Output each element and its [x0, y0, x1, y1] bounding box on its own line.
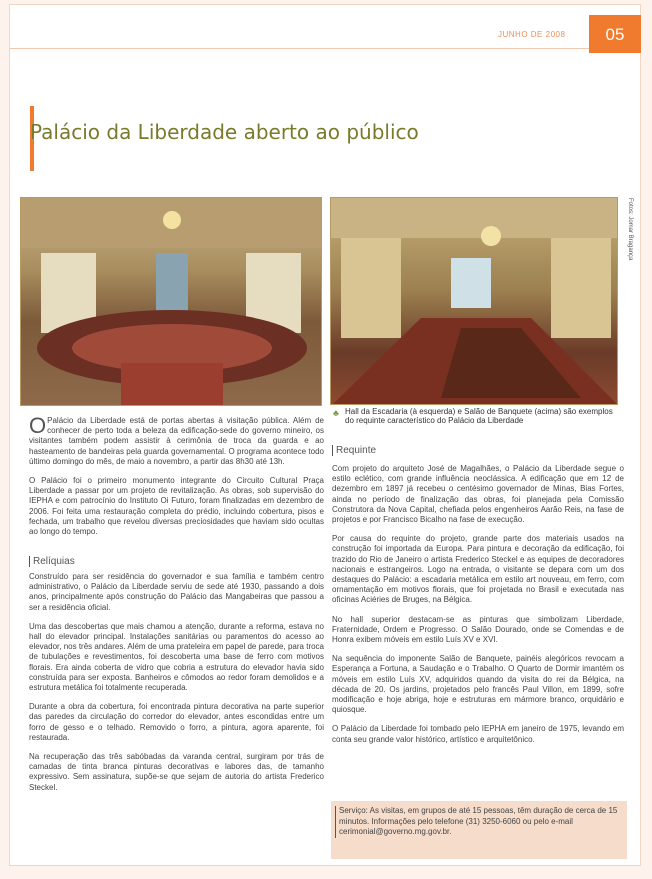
issue-date: JUNHO DE 2008: [498, 30, 566, 39]
paragraph: No hall superior destacam-se as pinturas que simbolizam Liberdade, Fraternidade, Ordem e Progresso. O Salão Dourado, onde se Comendas e de Honra exibem móveis em estilo Luís XV e XVI.: [332, 614, 624, 645]
paragraph: Construído para ser residência do governador e sua família e também centro administrativo, o Palácio da Liberdade serviu de sede até 1930, passando a dois anos, principalmente após construção do Palácio das Mangabeiras que passou a ser a residência oficial.: [29, 572, 324, 612]
caption-marker-icon: ♣: [333, 408, 339, 418]
page-number: 05: [605, 25, 625, 44]
drop-cap: O: [29, 413, 47, 438]
left-column: [29, 413, 324, 546]
banquet-hall-illustration: [331, 198, 618, 405]
article-title: Palácio da Liberdade aberto ao público: [30, 120, 419, 144]
paragraph: Na recuperação das três sabóbadas da varanda central, surgiram por trás de camadas de tinta branca pinturas decorativas e labores das, de tamanho expressivo. Sem assinatura, supõe-se que sejam de autoria do artista Frederico Steckel.: [29, 752, 324, 792]
paragraph: Durante a obra da cobertura, foi encontrada pintura decorativa na parte superior das paredes da circulação do corredor do elevador, antes escondidas entre um forro de gesso e o telhado. Removido o forro, a pintura, agora aparente, foi restaurada.: [29, 702, 324, 742]
stair-hall-illustration: [21, 198, 322, 406]
intro-paragraph: [29, 413, 324, 467]
subhead-reliquias: Relíquias: [29, 556, 75, 567]
right-column: [332, 464, 624, 754]
banquet-hall-photo: [330, 197, 618, 405]
page-number-box: [589, 15, 641, 53]
subhead-requinte: Requinte: [332, 445, 376, 456]
service-box: [331, 801, 627, 859]
photo-credit: Fotos: Jomar Bragança: [627, 198, 633, 261]
photo-caption: Hall da Escadaria (à esquerda) e Salão de Banquete (acima) são exemplos do requinte característico do Palácio da Liberdade: [345, 407, 613, 425]
left-column-continued: [29, 572, 324, 802]
paragraph: O Palácio da Liberdade foi tombado pelo IEPHA em janeiro de 1975, levando em conta seu grande valor histórico, artístico e arquitetônico.: [332, 724, 624, 744]
header-rule: [10, 48, 600, 49]
paragraph: Uma das descobertas que mais chamou a atenção, durante a reforma, estava no hall do elevador principal. Instalações sanitárias ou paramentos do acesso ao elevador, nos três andares. Além de uma prateleira em papel de parede, para troca de tubulações e revestimentos, foi descoberta uma base de ferro com motivos florais. Era ainda coberta de vidro que cobria a estrutura do elevador havia sido construída para ser exposta. Banheiros e cômodos ao redor foram demolidos e a estrutura metálica foi totalmente recuperada.: [29, 621, 324, 693]
paragraph: Por causa do requinte do projeto, grande parte dos materiais usados na construção foi importada da Europa. Para pintura e decoração da edificação, foi trazido do Rio de Janeiro o artista Frederico Steckel e as equipes de decoradores nacionais e estrangeiros. Logo na entrada, o visitante se depara com um dos destaques do Palácio: a escadaria metálica em estilo art nouveau, em ferro, com ornamentação em motivos florais, que foi projetada no Brasil e executada nas oficinas Aciéries de Bruges, na Bélgica.: [332, 534, 624, 605]
paragraph: Na sequência do imponente Salão de Banquete, painéis alegóricos revocam a Esperança a Fortuna, a Saudação e o Trabalho. O Quarto de Dormir imantém os móveis em estilo Luís XV, adquiridos quando da visita do rei da Bélgica, na década de 20. Os jardins, projetados pelo francês Paul Villon, em 1899, sofre modificação e hoje abriga, hoje e estruturas em mármore branco, orquidário e quiosque.: [332, 654, 624, 715]
stair-hall-photo: [20, 197, 322, 406]
intro-text: Palácio da Liberdade está de portas abertas à visitação pública. Além de conhecer de perto toda a beleza da edificação-sede do governo mineiro, os visitantes também podem assistir à cerimônia de troca da guarda e ao hasteamento de bandeiras pela guarda governamental. O programa acontece todo último domingo do mês, de maio a novembro, a partir das 8h30 até 13h.: [29, 416, 324, 466]
paragraph: O Palácio foi o primeiro monumento integrante do Circuito Cultural Praça Liberdade a passar por um projeto de revitalização. As obras, sob supervisão do IEPHA e com patrocínio do Instituto Oi Futuro, foram finalizadas em dezembro de 2006. Foi feita uma restauração completa do prédio, incluindo cobertura, pisos e fechada, um trabalho que revelou diversas preciosidades que haviam sido ocultas ao longo do tempo.: [29, 476, 324, 537]
service-info: Serviço: As visitas, em grupos de até 15 pessoas, têm duração de cerca de 15 minutos. Informações pelo telefone (31) 3250-6060 ou pelo e-mail cerimonial@governo.mg.gov.br.: [335, 806, 625, 838]
paragraph: Com projeto do arquiteto José de Magalhães, o Palácio da Liberdade segue o estilo eclético, com grande influência neoclássica. A edificação que em 12 de dezembro em 1897 já recebeu o centésimo governador de Minas, Bias Fortes, ainda no período de finalização das obras, foi planejada pela Comissão Construtora da Nova Capital, chefiada pelos engenheiros Aarão Reis, na fase de projetos e por Francisco Bicalho na fase de execução.: [332, 464, 624, 525]
